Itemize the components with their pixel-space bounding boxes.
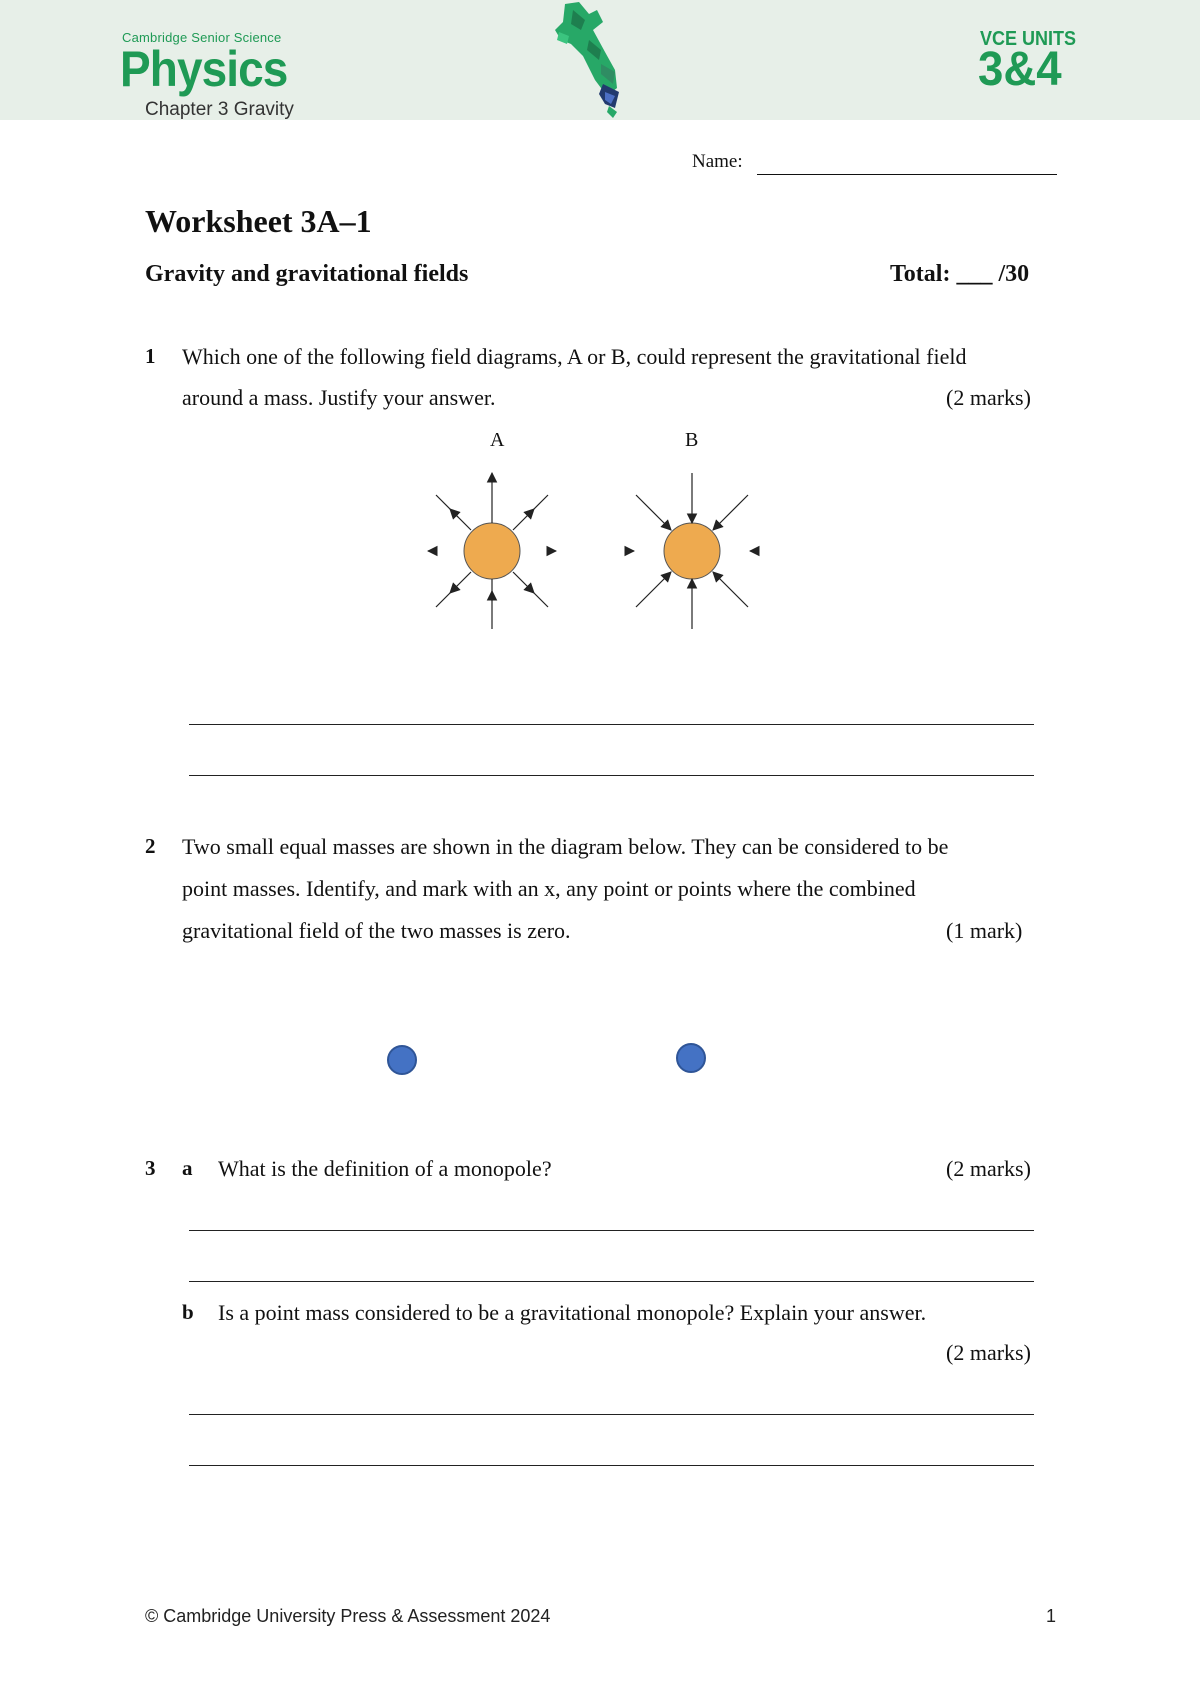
- question-2-line-2: point masses. Identify, and mark with an x, any point or points where the combined: [182, 876, 916, 901]
- question-3b-text: Is a point mass considered to be a gravitational monopole? Explain your answer.: [218, 1300, 927, 1325]
- subject-title: Physics: [120, 41, 288, 97]
- units-number: 3&4: [978, 43, 1062, 96]
- hand-icon: [545, 0, 655, 120]
- q3b-answer-line-1[interactable]: [189, 1414, 1034, 1415]
- question-2-marks: (1 mark): [946, 918, 1023, 943]
- diagram-b: [628, 473, 756, 629]
- diagram-a-label: A: [490, 429, 505, 451]
- series-name: Cambridge Senior Science: [122, 30, 282, 45]
- point-mass-right: [677, 1044, 705, 1072]
- q1-answer-line-2[interactable]: [189, 775, 1034, 776]
- page-number: 1: [1046, 1606, 1057, 1626]
- question-3a-label: a: [182, 1156, 193, 1180]
- question-2-number: 2: [145, 834, 156, 858]
- q1-answer-line-1[interactable]: [189, 724, 1034, 725]
- question-3a-marks: (2 marks): [946, 1156, 1031, 1181]
- field-diagrams: [420, 465, 760, 635]
- q3a-answer-line-2[interactable]: [189, 1281, 1034, 1282]
- question-1-marks: (2 marks): [946, 385, 1031, 410]
- point-masses-diagram[interactable]: [380, 1040, 720, 1080]
- question-3-number: 3: [145, 1156, 156, 1180]
- mass-b: [664, 523, 720, 579]
- mass-a: [464, 523, 520, 579]
- name-answer-line[interactable]: [757, 174, 1057, 175]
- question-1-line-2: around a mass. Justify your answer.: [182, 385, 496, 410]
- point-mass-left: [388, 1046, 416, 1074]
- worksheet-subtitle: Gravity and gravitational fields: [145, 261, 469, 287]
- question-3b-marks: (2 marks): [946, 1340, 1031, 1365]
- question-3b-label: b: [182, 1300, 194, 1324]
- question-1-line-1: Which one of the following field diagrams, A or B, could represent the gravitational field: [182, 344, 967, 369]
- question-2-line-1: Two small equal masses are shown in the diagram below. They can be considered to be: [182, 834, 949, 859]
- diagram-b-label: B: [685, 429, 699, 451]
- copyright-footer: © Cambridge University Press & Assessment 2024: [145, 1606, 551, 1626]
- question-2-line-3: gravitational field of the two masses is zero.: [182, 918, 571, 943]
- units-label: VCE UNITS: [980, 28, 1077, 50]
- chapter-label: Chapter 3 Gravity: [145, 99, 294, 120]
- worksheet-title: Worksheet 3A–1: [145, 203, 372, 239]
- diagram-a: [428, 473, 556, 629]
- total-score: Total: ___ /30: [890, 261, 1030, 287]
- q3b-answer-line-2[interactable]: [189, 1465, 1034, 1466]
- name-label: Name:: [692, 151, 743, 172]
- question-3a-text: What is the definition of a monopole?: [218, 1156, 552, 1181]
- q3a-answer-line-1[interactable]: [189, 1230, 1034, 1231]
- question-1-number: 1: [145, 344, 156, 368]
